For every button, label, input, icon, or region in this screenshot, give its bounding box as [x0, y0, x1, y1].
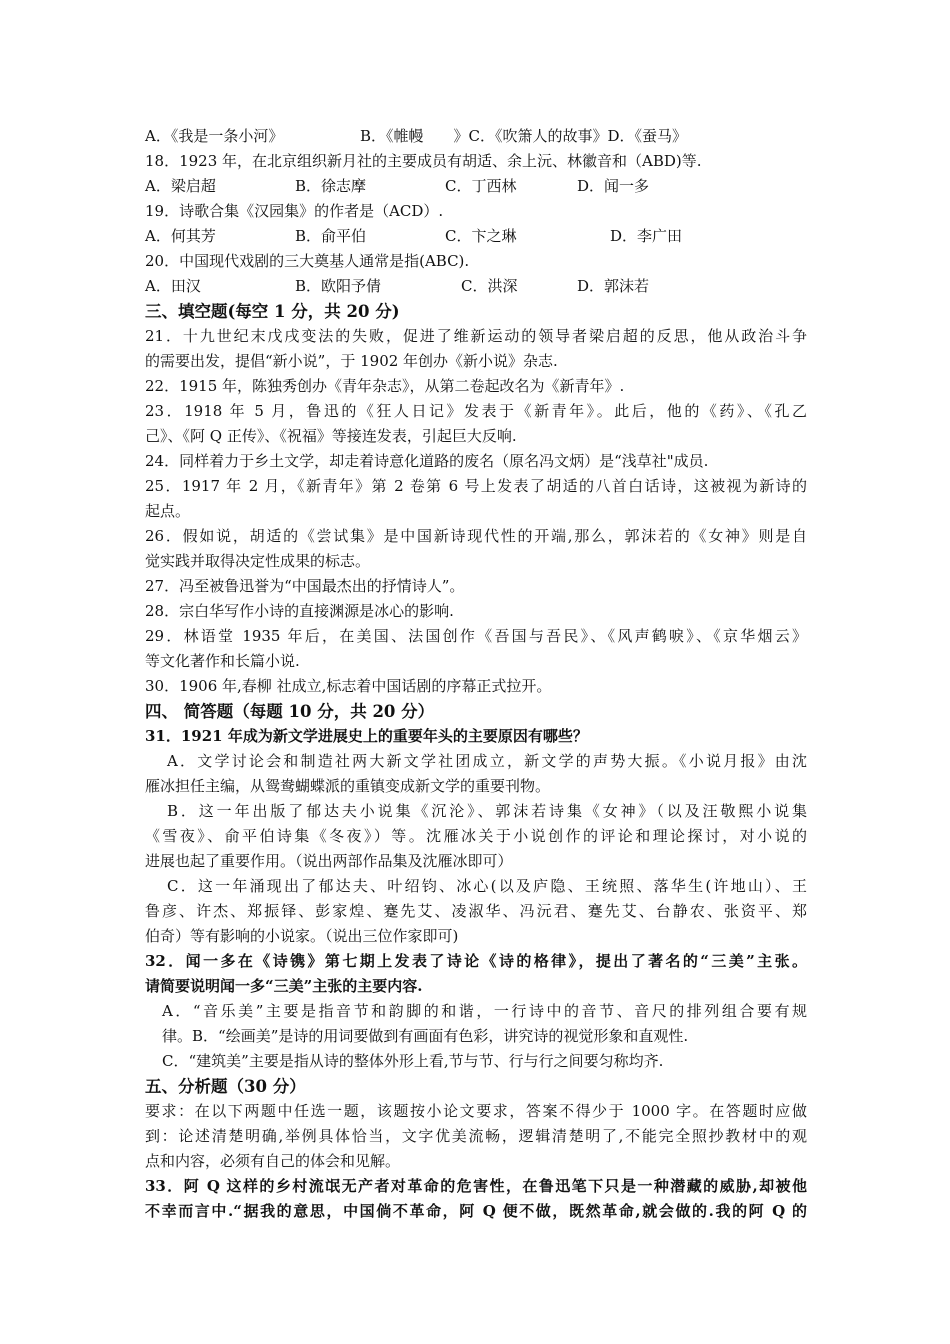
q18-option-d: D．闻一多 — [577, 177, 650, 195]
s3-line: 25．1917 年 2 月，《新青年》第 2 卷第 6 号上发表了胡适的八首白话诗，这被视为新诗的 — [145, 477, 807, 495]
q18-option-c: C．丁西林 — [445, 177, 517, 195]
s3-line: 的需要出发，提倡“新小说”，于 1902 年创办《新小说》杂志. — [145, 352, 558, 370]
q20-options — [145, 274, 807, 299]
s3-line: 26．假如说，胡适的《尝试集》是中国新诗现代性的开端,那么，郭沫若的《女神》则是自 — [145, 527, 807, 545]
s3-line: 等文化著作和长篇小说. — [145, 652, 300, 670]
q31-line: 伯奇）等有影响的小说家。（说出三位作家即可) — [145, 927, 459, 945]
q32-line: A．“音乐美”主要是指音节和韵脚的和谐，一行诗中的音节、音尺的排列组合要有规 — [162, 1002, 807, 1020]
s3-line: 30．1906 年,春柳 社成立,标志着中国话剧的序幕正式拉开。 — [145, 677, 552, 695]
q18-options — [145, 174, 807, 199]
s3-line: 觉实践并取得决定性成果的标志。 — [145, 552, 371, 570]
s3-line: 24．同样着力于乡土文学，却走着诗意化道路的废名（原名冯文炳）是“浅草社"成员. — [145, 452, 709, 470]
q19-stem: 19．诗歌合集《汉园集》的作者是（ACD）. — [145, 202, 444, 220]
q17-options — [145, 124, 807, 149]
section3-title: 三、填空题(每空 1 分，共 20 分) — [145, 302, 400, 321]
q18-option-a: A．梁启超 — [145, 177, 216, 195]
q20-option-a: A．田汉 — [145, 277, 201, 295]
s3-line: 起点。 — [145, 502, 191, 520]
q31-line: C．这一年涌现出了郁达夫、叶绍钧、冰心(以及庐隐、王统照、落华生(许地山）、王 — [167, 877, 807, 895]
q31-line: A．文学讨论会和制造社两大新文学社团成立，新文学的声势大振。《小说月报》由沈 — [167, 752, 807, 770]
q19-options — [145, 224, 807, 249]
s3-line: 22．1915 年，陈独秀创办《青年杂志》，从第二卷起改名为《新青年》. — [145, 377, 625, 395]
s3-line: 28．宗白华写作小诗的直接渊源是冰心的影响. — [145, 602, 454, 620]
q31-line: 雁冰担任主编，从鸳鸯蝴蝶派的重镇变成新文学的重要刊物。 — [145, 777, 551, 795]
q20-stem: 20．中国现代戏剧的三大奠基人通常是指(ABC). — [145, 252, 470, 270]
section4-title: 四、 简答题（每题 10 分，共 20 分） — [145, 702, 435, 721]
exam-page — [145, 124, 807, 1224]
q31-line: 《雪夜》、俞平伯诗集《冬夜》）等。沈雁冰关于小说创作的评论和理论探讨，对小说的 — [145, 827, 807, 845]
q20-option-c: C．洪深 — [461, 277, 518, 295]
s3-line: 29．林语堂 1935 年后，在美国、法国创作《吾国与吾民》、《风声鹤唳》、《京华烟云》 — [145, 627, 807, 645]
q20-option-b: B．欧阳予倩 — [295, 277, 382, 295]
q19-option-c: C．卞之琳 — [445, 227, 517, 245]
s3-line: 21．十九世纪末戊戌变法的失败，促进了维新运动的领导者梁启超的反思，他从政治斗争 — [145, 327, 807, 345]
q17-option-a: A．《我是一条小河》 — [145, 127, 284, 145]
q31-line: 鲁彦、许杰、郑振铎、彭家煌、蹇先艾、凌淑华、冯沅君、蹇先艾、台静农、张资平、郑 — [145, 902, 807, 920]
q20-option-d: D．郭沫若 — [577, 277, 650, 295]
section5-title: 五、分析题（30 分） — [145, 1077, 306, 1096]
q19-option-b: B．俞平伯 — [295, 227, 367, 245]
q19-option-d: D．李广田 — [610, 227, 683, 245]
q18-stem: 18．1923 年，在北京组织新月社的主要成员有胡适、余上沅、林徽音和（ABD)等. — [145, 152, 702, 170]
q33-line: 33．阿 Q 这样的乡村流氓无产者对革命的危害性，在鲁迅笔下只是一种潜藏的威胁,却被他 — [145, 1177, 807, 1195]
q32-title: 32．闻一多在《诗镌》第七期上发表了诗论《诗的格律》，提出了著名的“三美”主张。 — [145, 952, 807, 970]
q32-line: C．“建筑美”主要是指从诗的整体外形上看,节与节、行与行之间要匀称均齐. — [162, 1052, 664, 1070]
s5-requirement-line: 点和内容，必须有自己的体会和见解。 — [145, 1152, 401, 1170]
q17-option-b: B．《帷幔 》C．《吹箫人的故事》D．《蚕马》 — [360, 127, 688, 145]
s5-requirement-line: 到：论述清楚明确,举例具体恰当，文字优美流畅，逻辑清楚明了,不能完全照抄教材中的观 — [145, 1127, 807, 1145]
s3-line: 己》、《阿 Q 正传》、《祝福》等接连发表，引起巨大反响. — [145, 427, 517, 445]
q31-line: B．这一年出版了郁达夫小说集《沉沦》、郭沫若诗集《女神》（以及汪敬熙小说集 — [167, 802, 807, 820]
q31-title: 31．1921 年成为新文学进展史上的重要年头的主要原因有哪些？ — [145, 727, 588, 745]
s3-line: 27．冯至被鲁迅誉为“中国最杰出的抒情诗人”。 — [145, 577, 465, 595]
q18-option-b: B．徐志摩 — [295, 177, 367, 195]
q19-option-a: A．何其芳 — [145, 227, 216, 245]
s3-line: 23．1918 年 5 月，鲁迅的《狂人日记》发表于《新青年》。此后，他的《药》、《孔乙 — [145, 402, 807, 420]
q31-line: 进展也起了重要作用。（说出两部作品集及沈雁冰即可） — [145, 852, 513, 870]
s5-requirement-line: 要求：在以下两题中任选一题，该题按小论文要求，答案不得少于 1000 字。在答题时应做 — [145, 1102, 807, 1120]
q33-line: 不幸而言中.“据我的意思，中国倘不革命，阿 Q 便不做，既然革命,就会做的.我的阿 Q 的 — [145, 1202, 807, 1220]
q32-line: 律。B．“绘画美”是诗的用词要做到有画面有色彩，讲究诗的视觉形象和直观性. — [162, 1027, 689, 1045]
q32-title: 请简要说明闻一多“三美”主张的主要内容. — [145, 977, 423, 995]
